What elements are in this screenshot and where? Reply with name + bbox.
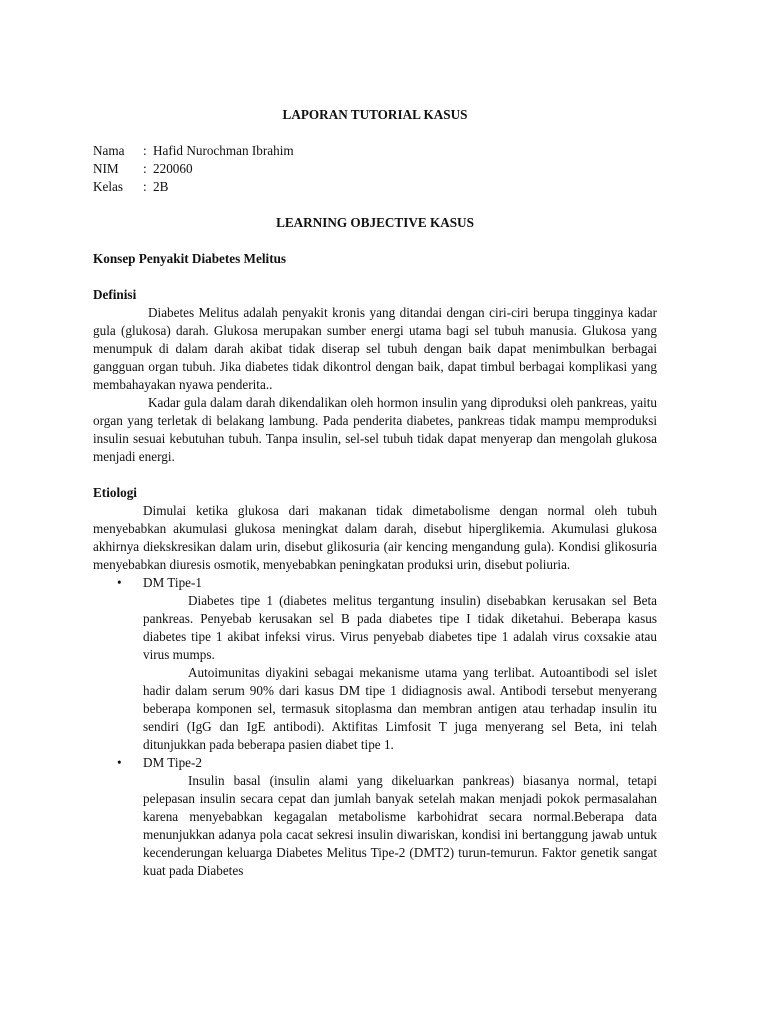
dm-tipe-1-paragraph-1: Diabetes tipe 1 (diabetes melitus tergantung insulin) disebabkan kerusakan sel Beta pankreas. Penyebab kerusakan sel B pada diabetes tipe I tidak diketahui. Beberapa kasus diabetes tipe 1 akibat infeksi virus. Virus penyebab diabetes tipe 1 adalah virus coxsakie atau virus mumps. <box>143 593 657 662</box>
bullet-icon: • <box>117 575 122 590</box>
ident-row-nim <box>93 160 657 178</box>
etiologi-paragraph: Dimulai ketika glukosa dari makanan tidak dimetabolisme dengan normal oleh tubuh menyebabkan akumulasi glukosa meningkat dalam darah, disebut hiperglikemia. Akumulasi glukosa akhirnya diekskresikan dalam urin, disebut glikosuria (air kencing mengandung gula). Kondisi glikosuria menyebabkan diuresis osmotik, menyebabkan peningkatan produksi urin, disebut poliuria. <box>93 503 657 572</box>
list-item-dm-tipe-1 <box>93 574 657 592</box>
dm-tipe-1-body <box>93 592 657 754</box>
bullet-icon: • <box>117 755 122 770</box>
ident-key: Nama <box>93 143 125 158</box>
ident-value: 220060 <box>153 161 193 176</box>
ident-key: NIM <box>93 161 119 176</box>
dm-tipe-1-paragraph-2: Autoimunitas diyakini sebagai mekanisme utama yang terlibat. Autoantibodi sel islet hadir dalam serum 90% dari kasus DM tipe 1 didiagnosis awal. Antibodi tersebut menyerang beberapa komponen sel, termasuk sitoplasma dan membran antigen atau terhadap insulin itu sendiri (IgG dan IgE antibodi). Aktifitas Limfosit T juga menyerang sel Beta, ini telah ditunjukkan pada beberapa pasien diabet tipe 1. <box>143 665 657 752</box>
definisi-heading: Definisi <box>93 287 137 302</box>
definisi-paragraph-2: Kadar gula dalam darah dikendalikan oleh hormon insulin yang diproduksi oleh pankreas, yaitu organ yang terletak di belakang lambung. Pada penderita diabetes, pankreas tidak mampu memproduksi insulin sesuai kebutuhan tubuh. Tanpa insulin, sel-sel tubuh tidak dapat menyerap dan mengolah glukosa menjadi energi. <box>93 395 657 464</box>
dm-tipe-2-paragraph-1: Insulin basal (insulin alami yang dikeluarkan pankreas) biasanya normal, tetapi pelepasan insulin secara cepat dan jumlah banyak setelah makan menjadi pokok permasalahan karena menyebabkan kegagalan metabolisme karbohidrat secara normal.Beberapa data menunjukkan adanya pola cacat sekresi insulin diwariskan, kondisi ini bertanggung jawab untuk kecenderungan keluarga Diabetes Melitus Tipe-2 (DMT2) turun-temurun. Faktor genetik sangat kuat pada Diabetes <box>143 773 657 878</box>
ident-row-nama <box>93 142 657 160</box>
ident-sep: : <box>143 179 147 194</box>
ident-sep: : <box>143 143 147 158</box>
learning-objective-title: LEARNING OBJECTIVE KASUS <box>276 215 474 230</box>
ident-sep: : <box>143 161 147 176</box>
topic-heading: Konsep Penyakit Diabetes Melitus <box>93 251 287 266</box>
list-item-label: DM Tipe-1 <box>143 575 202 590</box>
list-item-label: DM Tipe-2 <box>143 755 202 770</box>
ident-key: Kelas <box>93 179 124 194</box>
document-title: LAPORAN TUTORIAL KASUS <box>282 107 468 122</box>
ident-row-kelas <box>93 178 657 196</box>
definisi-paragraph-1: Diabetes Melitus adalah penyakit kronis yang ditandai dengan ciri-ciri berupa tingginya kadar gula (glukosa) darah. Glukosa merupakan sumber energi utama bagi sel tubuh manusia. Glukosa yang menumpuk di dalam darah akibat tidak diserap sel tubuh dengan baik dapat menimbulkan berbagai gangguan organ tubuh. Jika diabetes tidak dikontrol dengan baik, dapat timbul berbagai komplikasi yang membahayakan nyawa penderita.. <box>93 305 657 392</box>
etiologi-heading: Etiologi <box>93 485 137 500</box>
ident-value: 2B <box>153 179 169 194</box>
ident-value: Hafid Nurochman Ibrahim <box>153 143 294 158</box>
list-item-dm-tipe-2 <box>93 754 657 772</box>
dm-tipe-2-body <box>93 772 657 880</box>
